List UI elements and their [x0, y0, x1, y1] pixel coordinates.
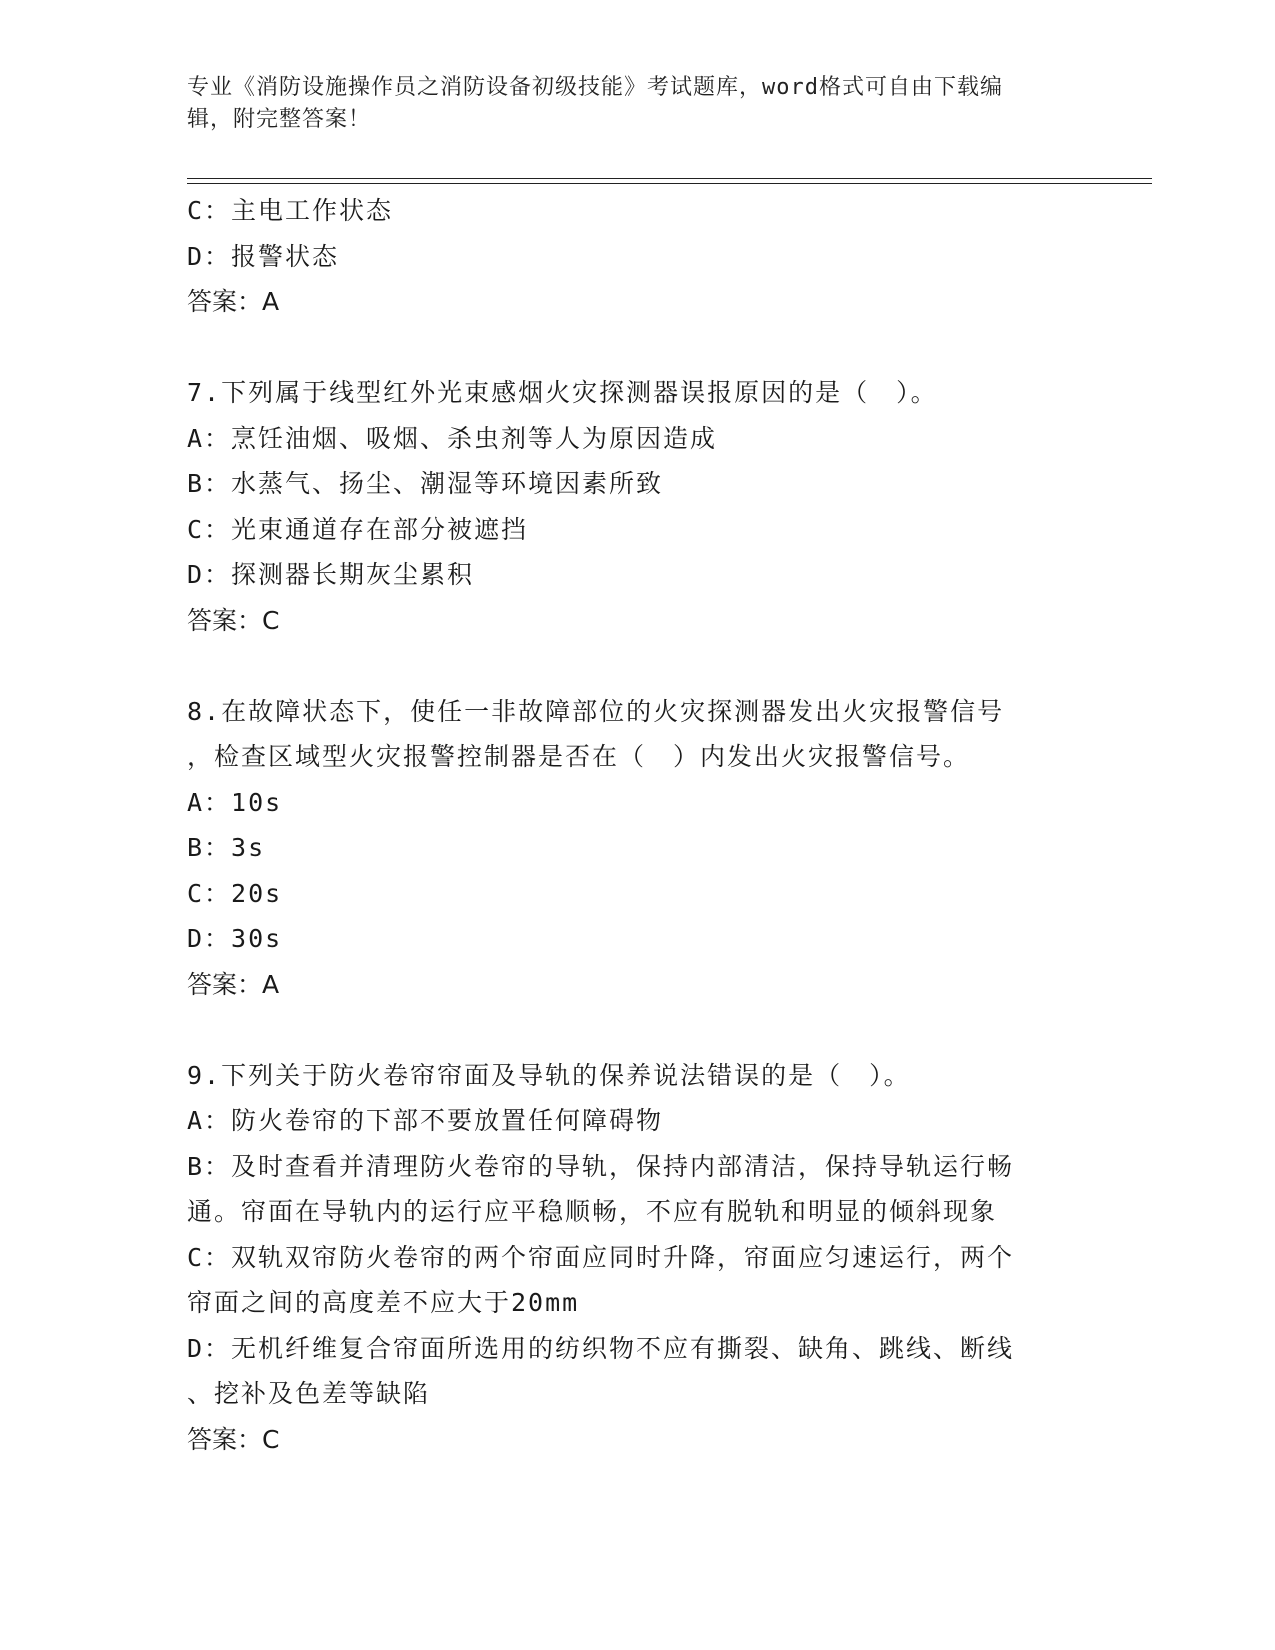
option-b-continued: 通。帘面在导轨内的运行应平稳顺畅，不应有脱轨和明显的倾斜现象 — [187, 1197, 998, 1226]
question-7 — [187, 370, 1087, 643]
question-8 — [187, 689, 1087, 1008]
option-b: B：及时查看并清理防火卷帘的导轨，保持内部清洁，保持导轨运行畅 — [187, 1151, 1015, 1181]
option-b: B：水蒸气、扬尘、潮湿等环境因素所致 — [187, 469, 664, 498]
header-divider-bottom — [187, 183, 1152, 184]
option-d-continued: 、挖补及色差等缺陷 — [187, 1379, 431, 1408]
question-gap — [187, 1007, 1087, 1053]
answer-line: 答案：C — [187, 1424, 280, 1454]
option-d: D：30s — [187, 924, 283, 953]
option-a: A：防火卷帘的下部不要放置任何障碍物 — [187, 1106, 664, 1135]
option-c-continued: 帘面之间的高度差不应大于20mm — [187, 1288, 580, 1317]
question-stem-continued: ，检查区域型火灾报警控制器是否在（ ）内发出火灾报警信号。 — [187, 742, 971, 771]
question-stem: 8.在故障状态下，使任一非故障部位的火灾探测器发出火灾报警信号 — [187, 696, 1005, 726]
option-a: A：烹饪油烟、吸烟、杀虫剂等人为原因造成 — [187, 423, 718, 453]
document-header — [187, 72, 1067, 136]
option-c: C：光束通道存在部分被遮挡 — [187, 514, 529, 544]
question-content — [187, 188, 1087, 1462]
question-6-continued — [187, 188, 1087, 325]
option-c: C：20s — [187, 878, 283, 908]
header-line-1: 专业《消防设施操作员之消防设备初级技能》考试题库，word格式可自由下载编 — [187, 75, 1003, 100]
header-divider-top — [187, 178, 1152, 179]
option-c: C：双轨双帘防火卷帘的两个帘面应同时升降，帘面应匀速运行，两个 — [187, 1242, 1015, 1272]
question-9 — [187, 1053, 1087, 1463]
question-gap — [187, 325, 1087, 371]
option-d: D：报警状态 — [187, 241, 340, 271]
option-c: C：主电工作状态 — [187, 196, 394, 225]
option-d: D：无机纤维复合帘面所选用的纺织物不应有撕裂、缺角、跳线、断线 — [187, 1333, 1015, 1363]
answer-line: 答案：A — [187, 969, 280, 999]
question-stem: 7.下列属于线型红外光束感烟火灾探测器误报原因的是（ ）。 — [187, 378, 938, 407]
header-line-2: 辑，附完整答案！ — [187, 107, 372, 132]
answer-line: 答案：A — [187, 287, 280, 316]
option-d: D：探测器长期灰尘累积 — [187, 560, 475, 589]
answer-line: 答案：C — [187, 605, 280, 635]
option-a: A：10s — [187, 787, 283, 817]
question-stem: 9.下列关于防火卷帘帘面及导轨的保养说法错误的是（ ）。 — [187, 1060, 911, 1090]
question-gap — [187, 643, 1087, 689]
option-b: B：3s — [187, 833, 266, 862]
